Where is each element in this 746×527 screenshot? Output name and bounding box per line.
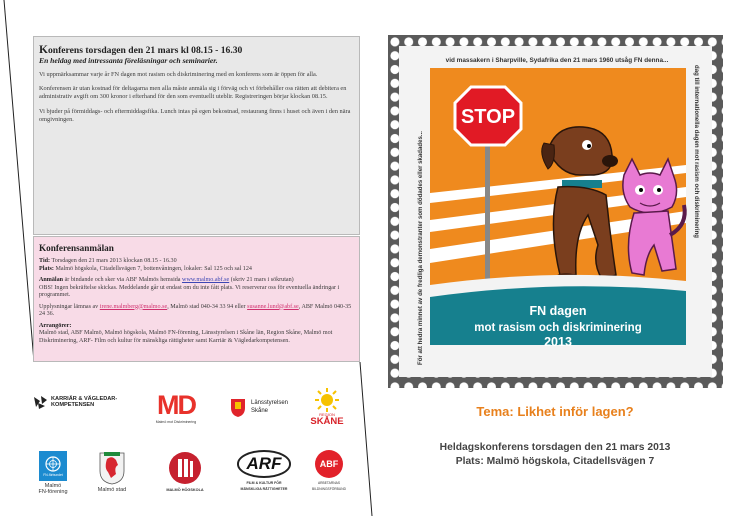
stamp-left-text: För att hedra minnet av de fredliga demonstranter som dödades eller skadades... xyxy=(417,131,424,365)
un-emblem-icon xyxy=(44,455,62,473)
registration-panel xyxy=(33,236,360,362)
conference-info-panel xyxy=(33,36,360,235)
contact-block: Upplysningar lämnas av irene.malmberg@malmo.se, Malmö stad 040-34 33 94 eller susanne.lund@abf.se, ABF Malmö 040-35 24 36. xyxy=(39,303,352,317)
hogskola-emblem-icon xyxy=(168,451,202,485)
signup-block: Anmälan är bindande och sker via ABF Malmös hemsida www.malmo.abf.se (skriv 21 mars i sökrutan) OBS! Ingen bekräftelse skickas. Meddelande går ut endast om du inte fått plats. Vi reserverar oss för eventuella ändringar i programmet. xyxy=(39,277,340,298)
md-logo: MD Malmö mot Diskriminering xyxy=(155,390,197,424)
malmo-stad-logo: Malmö stad xyxy=(92,444,132,500)
event-date: Heldagskonferens torsdagen den 21 mars 2013 xyxy=(439,442,671,453)
stamp-year: 2013 xyxy=(544,335,572,349)
stop-sign-post xyxy=(485,135,490,285)
lansstyrelsen-logo: Länsstyrelsen Skåne xyxy=(230,390,300,424)
karriar-logo: KARRIÄR & VÄGLEDAR- KOMPETENSEN xyxy=(32,390,132,414)
karriar-mark-icon xyxy=(32,395,48,409)
intro-paragraph: Vi uppmärksammar varje år FN dagen mot rasism och diskriminering med en konferens som är öppen för alla. xyxy=(39,71,318,78)
stamp-line2: mot rasism och diskriminering xyxy=(474,322,642,334)
cost-paragraph: Konferensen är utan kostnad för deltagarna men alla måste anmäla sig i förväg och vi förbehåller oss rätten att debitera en administrativ avgift om 300 kronor i efterhand för den som eventuellt uteblir. Registreringen börjar klockan 08.15. xyxy=(39,85,347,101)
fn-forening-logo: FN-förbundet Malmö FN-förening xyxy=(30,444,76,502)
organizers-block: Arrangörer: Malmö stad, ABF Malmö, Malmö högskola, Malmö FN-förening, Länsstyrelsen i Skåne län, Region Skåne, Malmö mot Diskriminering, ARF- Film och kultur för mänskliga rättigheter samt Karriär & Vägledarkompetensen. xyxy=(39,322,333,344)
conference-title: Konferens torsdagen den 21 mars kl 08.15 - 16.30 xyxy=(39,44,243,56)
malmo-hogskola-logo: MALMÖ HÖGSKOLA xyxy=(162,446,208,498)
stamp-right-text: dag till internationella dagen mot rasism och diskriminering xyxy=(693,65,700,239)
event-place: Plats: Malmö högskola, Citadellsvägen 7 xyxy=(455,456,655,467)
abf-website-link[interactable]: www.malmo.abf.se xyxy=(182,277,230,283)
conference-subtitle: En heldag med intressanta föreläsningar och seminarier. xyxy=(39,56,218,65)
svg-text:STOP: STOP xyxy=(460,106,516,128)
fn-day-stamp xyxy=(388,35,723,388)
contact-email-irene[interactable]: irene.malmberg@malmo.se xyxy=(99,303,168,310)
sun-icon xyxy=(314,388,340,412)
stamp-top-text: vid massakern i Sharpville, Sydafrika den 21 mars 1960 utsåg FN denna... xyxy=(445,57,669,64)
contact-email-susanne[interactable]: susanne.lund@abf.se xyxy=(247,303,299,310)
arf-logo: ARF FILM & KULTUR FÖR MÄNSKLIGA RÄTTIGHETER xyxy=(236,446,292,496)
event-info xyxy=(373,441,737,469)
stamp-line1: FN dagen xyxy=(529,304,587,318)
time-place-block: Tid: Torsdagen den 21 mars 2013 klockan 08.15 - 16.30 Plats: Malmö högskola, Citadellsvägen 7, bottenvåningen, lokaler: Sal 125 och sal 124 xyxy=(39,258,252,272)
coat-of-arms-icon xyxy=(230,396,246,418)
fika-paragraph: Vi bjuder på förmiddags- och eftermiddagsfika. Lunch intas på egen bekostnad, restaurang finns i huset och även i den nära omgivningen. xyxy=(39,107,351,123)
theme-heading: Tema: Likhet inför lagen? xyxy=(476,404,634,419)
registration-heading: Konferensanmälan xyxy=(39,243,114,253)
griffin-icon xyxy=(98,451,126,485)
region-skane-logo: REGION SKÅNE xyxy=(305,386,349,428)
abf-logo: ABF ARBETARNAS BILDNINGSFÖRBUND xyxy=(311,446,347,496)
